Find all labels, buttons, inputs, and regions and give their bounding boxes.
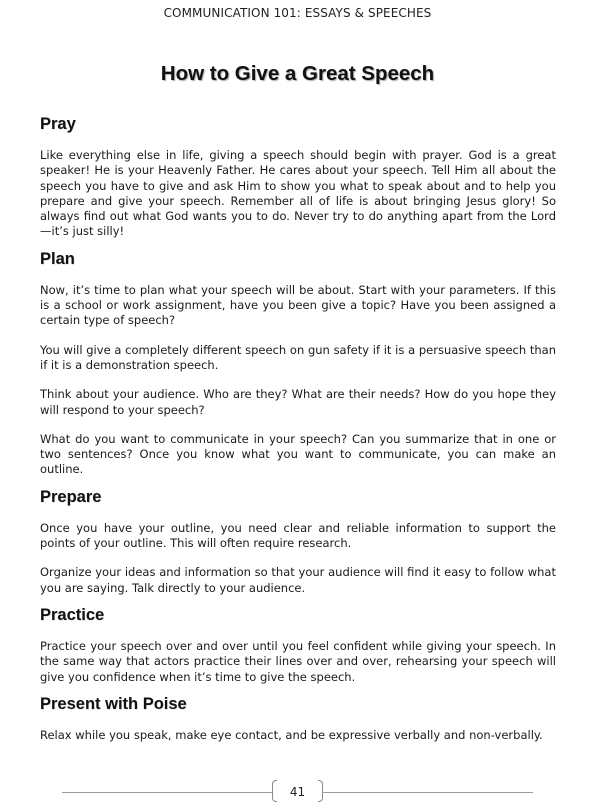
paragraph: Organize your ideas and information so that your audience will find it easy to follow what you are saying. Talk directly to your audience. (40, 565, 556, 595)
section-heading: Pray (40, 115, 76, 133)
paragraph: Now, it’s time to plan what your speech will be about. Start with your parameters. If this is a school or work assignment, have you been give a topic? Have you been assigned a certain type of speech? (40, 282, 556, 328)
paragraph: Relax while you speak, make eye contact, and be expressive verbally and non-verbally. (40, 727, 543, 742)
page-title: How to Give a Great Speech (160, 62, 435, 85)
section-practice (40, 604, 556, 685)
section-heading: Prepare (40, 487, 102, 506)
paragraph: Once you have your outline, you need clear and reliable information to support the points of your outline. This will often require research. (40, 520, 556, 551)
running-header: COMMUNICATION 101: ESSAYS & SPEECHES (163, 6, 432, 20)
paragraph: What do you want to communicate in your speech? Can you summarize that in one or two sentences? Once you know what you want to communicate, you can make an outline. (40, 431, 556, 477)
section-pray (40, 113, 556, 240)
section-heading: Plan (40, 249, 75, 268)
article-body (40, 113, 556, 751)
section-present-with-poise (40, 693, 556, 743)
paragraph: Think about your audience. Who are they? What are their needs? How do you hope they will respond to your speech? (40, 387, 556, 417)
section-plan (40, 248, 556, 478)
section-heading: Practice (40, 605, 105, 624)
paragraph: Practice your speech over and over until you feel confident while giving your speech. In the same way that actors practice their lines over and over, rehearsing your speech will give you confidence when it’s time to give the speech. (40, 638, 556, 684)
paragraph: Like everything else in life, giving a speech should begin with prayer. God is a great speaker! He is your Heavenly Father. He cares about your speech. Tell Him all about the speech you have to give and ask Him to show you what to speak about and to help you prepare and give your speech. Remember all of life is about bringing Jesus glory! So always find out what God wants you to do. Never try to do anything apart from the Lord—it’s just silly! (40, 148, 556, 239)
paragraph: You will give a completely different speech on gun safety if it is a persuasive speech than if it is a demonstration speech. (40, 342, 556, 372)
footer-bracket-right (318, 780, 323, 802)
page-number: 41 (289, 785, 306, 799)
section-heading: Present with Poise (40, 694, 187, 713)
footer-rule-left (62, 792, 272, 793)
footer-rule-right (322, 792, 533, 793)
section-prepare (40, 486, 556, 596)
